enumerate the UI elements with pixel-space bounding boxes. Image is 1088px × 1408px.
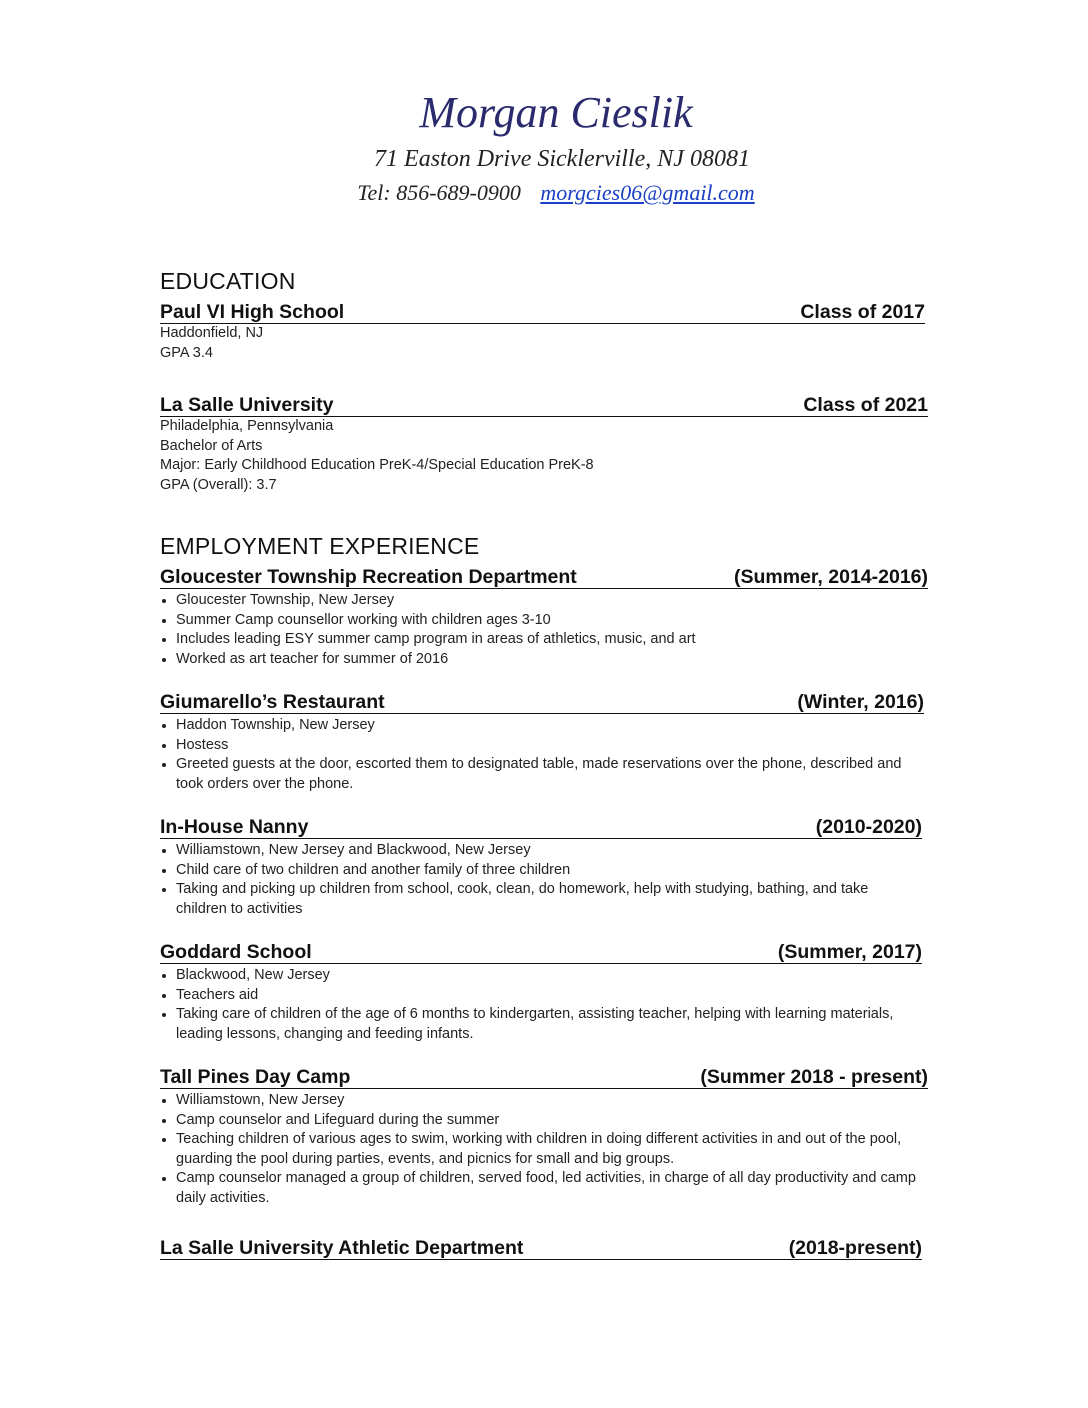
bullet-item: Teachers aid: [160, 986, 922, 1006]
entry-header: [160, 1064, 928, 1089]
bullet-item: Williamstown, New Jersey: [160, 1091, 928, 1111]
bullet-list: [160, 716, 924, 794]
job-entry: [160, 689, 924, 794]
entry-date: (Summer, 2017): [777, 941, 922, 963]
entry-details: [160, 324, 925, 363]
detail-line: GPA 3.4: [160, 344, 213, 361]
email-link[interactable]: morgcies06@gmail.com: [540, 180, 755, 205]
entry-header: [160, 1235, 922, 1260]
job-entry: [160, 814, 922, 919]
entry-header: [160, 939, 922, 964]
bullet-list: [160, 841, 922, 919]
bullet-item: Hostess: [160, 736, 924, 756]
entry-date: (Summer, 2014-2016): [733, 566, 928, 588]
resume-header: [0, 88, 1088, 210]
education-entry: [160, 299, 925, 363]
employment-heading: EMPLOYMENT EXPERIENCE: [160, 533, 480, 559]
candidate-name: Morgan Cieslik: [419, 88, 693, 137]
bullet-item: Child care of two children and another family of three children: [160, 861, 922, 881]
detail-line: Philadelphia, Pennsylvania: [160, 418, 334, 434]
detail-line: Bachelor of Arts: [160, 437, 263, 454]
address: 71 Easton Drive Sicklerville, NJ 08081: [374, 146, 750, 172]
bullet-list: [160, 1091, 928, 1208]
entry-header: [160, 689, 924, 714]
bullet-item: Greeted guests at the door, escorted them to designated table, made reservations over the phone, described and took orders over the phone.: [160, 755, 924, 794]
entry-date: (2010-2020): [815, 816, 922, 838]
entry-header: [160, 392, 928, 417]
detail-line: GPA (Overall): 3.7: [160, 476, 277, 493]
bullet-list: [160, 966, 922, 1044]
bullet-item: Teaching children of various ages to swim, working with children in doing different activities in and out of the pool, guarding the pool during parties, events, and picnics for small and big groups.: [160, 1130, 928, 1169]
entry-name: La Salle University Athletic Department: [160, 1237, 524, 1259]
entry-date: Class of 2017: [800, 301, 925, 323]
bullet-item: Blackwood, New Jersey: [160, 966, 922, 986]
entry-name: Gloucester Township Recreation Department: [160, 566, 577, 588]
job-entry: [160, 564, 928, 669]
bullet-item: Taking and picking up children from school, cook, clean, do homework, help with studying, bathing, and take children to activities: [160, 880, 922, 919]
entry-name: La Salle University: [160, 394, 334, 416]
phone: Tel: 856-689-0900: [357, 180, 521, 205]
detail-line: Haddonfield, NJ: [160, 325, 264, 341]
entry-name: Goddard School: [160, 941, 312, 963]
bullet-item: Worked as art teacher for summer of 2016: [160, 650, 928, 670]
education-entry: [160, 392, 928, 495]
detail-line: Major: Early Childhood Education PreK-4/Special Education PreK-8: [160, 457, 594, 473]
entry-header: [160, 814, 922, 839]
bullet-item: Camp counselor and Lifeguard during the summer: [160, 1111, 928, 1131]
entry-date: Class of 2021: [803, 394, 928, 416]
entry-header: [160, 564, 928, 589]
contact-line: [24, 176, 1088, 210]
entry-name: Giumarello’s Restaurant: [160, 691, 385, 713]
bullet-item: Gloucester Township, New Jersey: [160, 591, 928, 611]
bullet-item: Taking care of children of the age of 6 months to kindergarten, assisting teacher, helping with learning materials, leading lessons, changing and feeding infants.: [160, 1005, 922, 1044]
entry-header: [160, 299, 925, 324]
bullet-list: [160, 591, 928, 669]
job-entry: [160, 1064, 928, 1208]
entry-date: (Winter, 2016): [797, 691, 924, 713]
bullet-item: Includes leading ESY summer camp program in areas of athletics, music, and art: [160, 630, 928, 650]
job-entry: [160, 1235, 922, 1260]
entry-date: (Summer 2018 - present): [700, 1066, 928, 1088]
education-heading: EDUCATION: [160, 268, 296, 294]
entry-details: [160, 417, 928, 495]
entry-name: Paul VI High School: [160, 301, 345, 323]
bullet-item: Summer Camp counsellor working with children ages 3-10: [160, 611, 928, 631]
bullet-item: Camp counselor managed a group of children, served food, led activities, in charge of all day productivity and camp daily activities.: [160, 1169, 928, 1208]
entry-name: Tall Pines Day Camp: [160, 1066, 351, 1088]
bullet-item: Williamstown, New Jersey and Blackwood, New Jersey: [160, 841, 922, 861]
entry-name: In-House Nanny: [160, 816, 309, 838]
entry-date: (2018-present): [788, 1237, 922, 1259]
bullet-item: Haddon Township, New Jersey: [160, 716, 924, 736]
job-entry: [160, 939, 922, 1044]
